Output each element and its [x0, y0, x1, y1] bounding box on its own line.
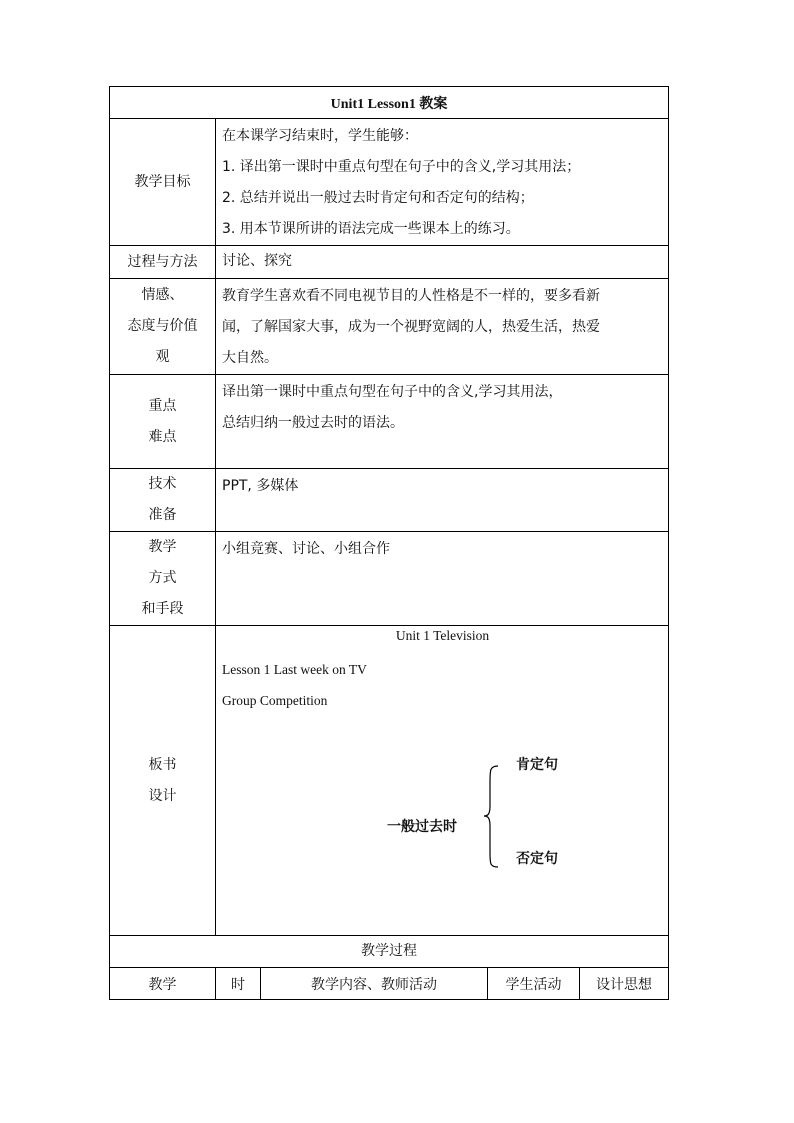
emotion-label-line: 态度与价值	[127, 318, 198, 334]
lesson-plan-table	[109, 86, 668, 1000]
curly-brace-icon	[482, 764, 502, 869]
process-header-cell: 时	[216, 968, 261, 1000]
emotion-label	[110, 279, 216, 375]
objectives-label: 教学目标	[110, 119, 216, 246]
board-design	[216, 626, 668, 935]
method-line: 小组竞赛、讨论、小组合作	[222, 541, 390, 557]
key-points-label-line: 难点	[148, 428, 177, 445]
key-points-label-line: 重点	[148, 397, 177, 414]
objectives-line: 2. 总结并说出一般过去时肯定句和否定句的结构；	[222, 190, 534, 206]
lesson-plan-main-table	[109, 86, 669, 968]
process-header-row	[110, 968, 669, 1000]
method-label-line: 教学	[148, 539, 177, 555]
tech-label-line: 准备	[148, 507, 177, 523]
tech-label-line: 技术	[148, 476, 177, 492]
board-label-line: 板书	[148, 756, 177, 773]
board-design-cell	[216, 626, 669, 936]
tech-content	[216, 469, 669, 532]
lesson-plan-title: Unit1 Lesson1 教案	[110, 87, 669, 119]
process-label: 过程与方法	[110, 246, 216, 279]
emotion-line: 闻，了解国家大事，成为一个视野宽阔的人，热爱生活，热爱	[222, 319, 600, 335]
method-label	[110, 532, 216, 626]
method-label-line: 和手段	[141, 601, 184, 617]
emotion-line: 大自然。	[222, 350, 278, 366]
emotion-content	[216, 279, 669, 375]
objectives-line: 在本课学习结束时，学生能够：	[222, 128, 418, 144]
emotion-label-line: 情感、	[141, 287, 184, 303]
process-header-cell: 设计思想	[580, 968, 669, 1000]
board-group-line: Group Competition	[222, 693, 328, 708]
method-label-line: 方式	[148, 570, 177, 586]
key-points-label	[110, 375, 216, 469]
objectives-line: 1. 译出第一课时中重点句型在句子中的含义,学习其用法；	[222, 159, 581, 175]
board-label-line: 设计	[148, 787, 177, 804]
board-lesson-line: Lesson 1 Last week on TV	[222, 662, 367, 677]
board-label	[110, 626, 216, 936]
key-points-line: 总结归纳一般过去时的语法。	[222, 415, 404, 431]
process-header-table	[109, 967, 669, 1000]
method-content	[216, 532, 669, 626]
board-tense: 一般过去时	[387, 819, 457, 835]
process-content: 讨论、探究	[216, 246, 669, 279]
objectives-content	[216, 119, 669, 246]
board-affirmative: 肯定句	[516, 757, 558, 773]
emotion-line: 教育学生喜欢看不同电视节目的人性格是不一样的，要多看新	[222, 288, 600, 304]
tech-line: PPT, 多媒体	[222, 478, 299, 494]
board-negative: 否定句	[516, 851, 558, 867]
emotion-label-line: 观	[155, 349, 170, 365]
board-unit-line: Unit 1 Television	[395, 628, 490, 643]
process-section-title: 教学过程	[110, 936, 669, 968]
process-header-cell: 学生活动	[488, 968, 580, 1000]
process-header-cell: 教学	[110, 968, 216, 1000]
key-points-content	[216, 375, 669, 469]
objectives-line: 3. 用本节课所讲的语法完成一些课本上的练习。	[222, 221, 520, 237]
process-header-cell: 教学内容、教师活动	[261, 968, 488, 1000]
tech-label	[110, 469, 216, 532]
key-points-line: 译出第一课时中重点句型在句子中的含义,学习其用法，	[222, 384, 563, 400]
